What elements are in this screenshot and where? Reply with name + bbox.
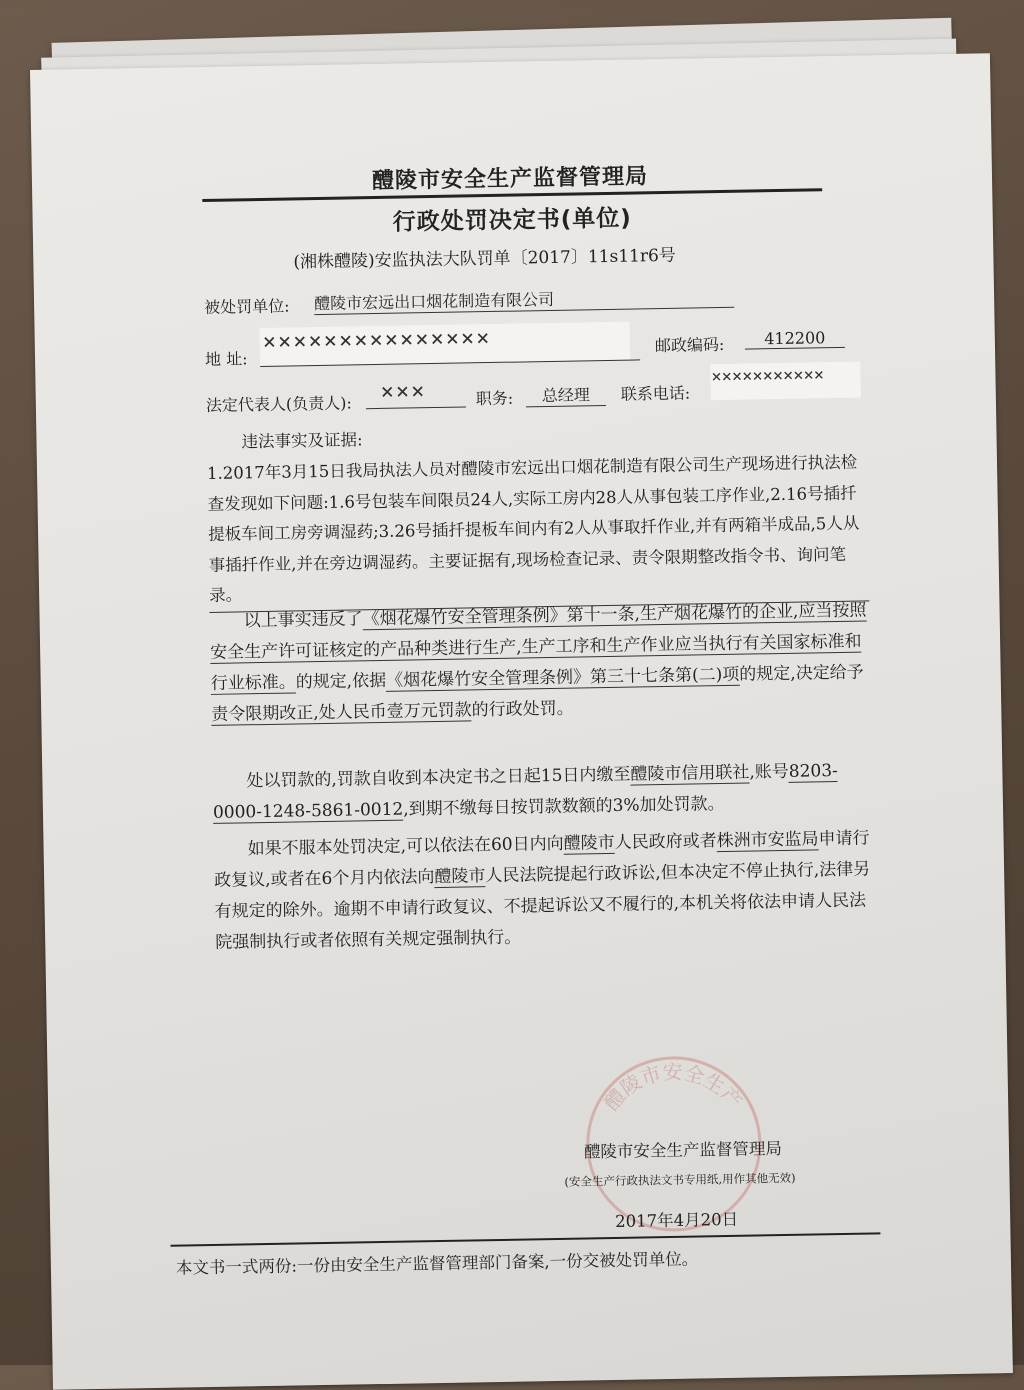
text-run: 人民法院提起行政诉讼,但本决定不停止执行,法律另有规定的除外。逾期不申请行政复议、不提起诉讼又不履行的,本机关将依法申请人民法院强制执行或者依照有关规定强制执行。 bbox=[214, 859, 871, 953]
footer-rule bbox=[171, 1232, 881, 1246]
basis-law: 《烟花爆竹安全管理条例》第三十七条第(二)项 bbox=[385, 664, 740, 691]
bank-name: 醴陵市信用联社 bbox=[630, 762, 750, 785]
decision-paragraph bbox=[209, 595, 871, 730]
appeal-paragraph bbox=[213, 823, 875, 958]
seal-text: 醴陵市安全生产 bbox=[599, 1059, 747, 1116]
text-run: ,到期不缴每日按罚款数额的3%加处罚款。 bbox=[403, 793, 725, 820]
postcode-value: 412200 bbox=[745, 328, 845, 350]
payment-paragraph bbox=[212, 755, 873, 829]
document-title: 行政处罚决定书(单位) bbox=[392, 205, 632, 236]
facts-heading: 违法事实及证据: bbox=[241, 430, 363, 452]
representative-underline bbox=[366, 406, 466, 409]
text-run: 人民政府或者 bbox=[614, 831, 717, 853]
text-run: 以上事实违反了 bbox=[243, 609, 363, 632]
document-page bbox=[30, 53, 1013, 1390]
issue-date: 2017年4月20日 bbox=[615, 1209, 739, 1231]
text-run: ,账号 bbox=[749, 761, 789, 783]
entity-value: 醴陵市宏远出口烟花制造有限公司 bbox=[314, 284, 734, 315]
text-run: 处以罚款的,罚款自收到本决定书之日起15日内缴至 bbox=[246, 764, 631, 792]
position-value: 总经理 bbox=[526, 382, 606, 407]
review-agency: 株洲市安监局 bbox=[716, 829, 819, 852]
text-run: 的行政处罚。 bbox=[471, 698, 574, 721]
violated-law: 《烟花爆竹安全管理条例》第十一条,生产烟花爆竹的企业,应当按照安全生产许可证核定的产品种类进行生产,生产工序和生产作业应当执行有关国家标准和行业标准。 bbox=[210, 600, 867, 694]
paper-note: (安全生产行政执法文书专用纸,用作其他无效) bbox=[564, 1170, 796, 1189]
court-name: 醴陵市 bbox=[434, 866, 486, 888]
phone-value: ××××××××××× bbox=[711, 365, 825, 388]
document-number: (湘株醴陵)安监执法大队罚单〔2017〕11s11r6号 bbox=[293, 245, 676, 273]
address-label: 地 址: bbox=[204, 349, 248, 369]
footer-note: 本文书一式两份:一份由安全生产监督管理部门备案,一份交被处罚单位。 bbox=[175, 1249, 699, 1278]
penalty: 责令限期改正,处人民币壹万元罚款 bbox=[211, 700, 472, 725]
entity-label: 被处罚单位: bbox=[204, 296, 290, 317]
account-number: 8203-0000-1248-5861-0012 bbox=[212, 761, 839, 823]
facts-text bbox=[207, 447, 870, 612]
address-value: ××××××××××××××× bbox=[262, 325, 492, 355]
bureau-title: 醴陵市安全生产监督管理局 bbox=[371, 164, 649, 195]
representative-value: ××× bbox=[380, 379, 427, 405]
facts-paragraph: 1.2017年3月15日我局执法人员对醴陵市宏远出口烟花制造有限公司生产现场进行执法检查发现如下问题:1.6号包装车间限员24人,实际工房内28人从事包装工序作业,2.16号插扦提板车间工房旁调湿药;3.26号插扦提板车间内有2人从事取扦作业,并有两箱半成品,5人从事插扦作业,并在旁边调湿药。主要证据有,现场检查记录、责令限期整改指令书、询问笔录。 bbox=[207, 447, 870, 612]
representative-label: 法定代表人(负责人): bbox=[205, 393, 352, 415]
phone-label: 联系电话: bbox=[620, 383, 691, 404]
postcode-label: 邮政编码: bbox=[654, 334, 725, 356]
text-run: 如果不服本处罚决定,可以依法在60日内向 bbox=[247, 833, 564, 860]
text-run: 的规定,决定给予 bbox=[739, 662, 864, 685]
issuer-name: 醴陵市安全生产监督管理局 bbox=[583, 1139, 783, 1162]
text-run: 申请行政复议,或者在6个月内依法向 bbox=[214, 828, 870, 891]
text-run: 的规定,依据 bbox=[295, 670, 387, 693]
government-name: 醴陵市 bbox=[563, 832, 615, 854]
position-label: 职务: bbox=[475, 388, 514, 409]
